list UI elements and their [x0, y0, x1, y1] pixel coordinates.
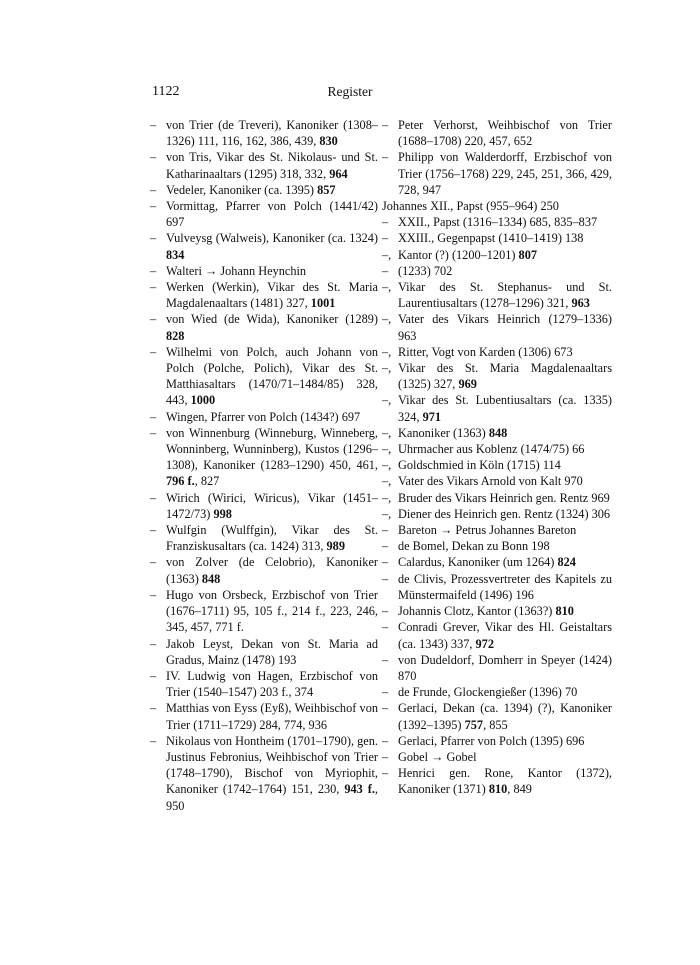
entry-text: Wirich (Wirici, Wiricus), Vikar (1451–1472/73) — [166, 490, 378, 521]
entry-text: Wingen, Pfarrer von Polch (1434?) 697 — [166, 409, 361, 424]
entry-text: Conradi Grever, Vikar des Hl. Geistaltars (ca. 1343) 337, — [398, 620, 612, 651]
entry-dash: – — [382, 749, 389, 764]
entry-text-after: , 849 — [507, 782, 532, 797]
entry-text: de Clivis, Prozessvertreter des Kapitels zu Münstermaifeld (1496) 196 — [398, 571, 612, 602]
index-entry — [150, 311, 378, 343]
entry-bold-page: 857 — [317, 182, 336, 197]
entry-text: Jakob Leyst, Dekan von St. Maria ad Gradus, Mainz (1478) 193 — [166, 636, 378, 667]
index-entry — [382, 344, 612, 360]
entry-dash: – — [150, 636, 157, 651]
index-entry — [150, 554, 378, 586]
entry-text: Vikar des St. Maria Magdalenaaltars (1325) 327, — [398, 361, 612, 392]
entry-dash: – — [382, 215, 389, 230]
index-entry — [382, 247, 612, 263]
index-entry — [382, 619, 612, 651]
entry-text: Johannes XII., Papst (955–964) 250 — [382, 199, 559, 214]
entry-dash: –, — [382, 361, 392, 376]
index-entry — [150, 636, 378, 668]
entry-text: de Bomel, Dekan zu Bonn 198 — [398, 539, 550, 554]
entry-text: von Trier (de Treveri), Kanoniker (1308–1326) 111, 116, 162, 386, 439, — [166, 118, 378, 149]
index-entry — [382, 603, 612, 619]
entry-bold-page: 830 — [319, 134, 338, 149]
index-entry — [150, 198, 378, 230]
entry-text: Philipp von Walderdorff, Erzbischof von Trier (1756–1768) 229, 245, 251, 366, 429, 728, 947 — [398, 150, 612, 197]
entry-dash: – — [382, 620, 389, 635]
entry-text: von Dudeldorf, Domherr in Speyer (1424) 870 — [398, 652, 612, 683]
entry-dash: – — [382, 685, 389, 700]
entry-text: Matthias von Eyss (Eyß), Weihbischof von Trier (1711–1729) 284, 774, 936 — [166, 701, 378, 732]
entry-bold-page: 972 — [475, 636, 494, 651]
entry-text: Gobel → Gobel — [398, 749, 477, 764]
index-column-right — [382, 117, 612, 798]
index-entry — [150, 263, 378, 279]
entry-text: Peter Verhorst, Weihbischof von Trier (1688–1708) 220, 457, 652 — [398, 118, 612, 149]
entry-text: Goldschmied in Köln (1715) 114 — [398, 458, 561, 473]
entry-dash: – — [150, 555, 157, 570]
entry-dash: –, — [382, 247, 392, 262]
entry-dash: – — [382, 523, 389, 538]
index-entry — [150, 149, 378, 181]
index-entry — [382, 263, 612, 279]
entry-bold-page: 848 — [201, 571, 221, 586]
index-entry — [150, 668, 378, 700]
index-entry — [150, 522, 378, 554]
index-entry — [382, 441, 612, 457]
entry-bold-page: 1001 — [310, 296, 336, 311]
entry-bold-page: 943 f. — [344, 782, 375, 797]
index-entry — [382, 117, 612, 149]
entry-text: XXIII., Gegenpapst (1410–1419) 138 — [398, 231, 584, 246]
index-entry — [382, 425, 612, 441]
entry-dash: –, — [382, 344, 392, 359]
index-entry — [150, 117, 378, 149]
entry-text: (1233) 702 — [398, 263, 453, 278]
entry-bold-page: 969 — [458, 377, 477, 392]
index-entry — [382, 392, 612, 424]
entry-bold-page: 757 — [464, 717, 484, 732]
entry-dash: – — [150, 231, 157, 246]
index-entry — [150, 230, 378, 262]
entry-text: Bruder des Vikars Heinrich gen. Rentz 969 — [398, 490, 610, 505]
index-entry — [382, 684, 612, 700]
entry-bold-page: 828 — [166, 328, 185, 343]
entry-text: Diener des Heinrich gen. Rentz (1324) 306 — [398, 506, 611, 521]
entry-bold-page: 824 — [557, 555, 576, 570]
index-entry — [382, 198, 612, 214]
entry-dash: –, — [382, 506, 392, 521]
entry-bold-page: 964 — [329, 166, 348, 181]
index-entry — [150, 409, 378, 425]
index-entry — [150, 490, 378, 522]
entry-text: Henrici gen. Rone, Kantor (1372), Kanoniker (1371) — [398, 766, 612, 797]
index-entry — [150, 587, 378, 636]
entry-text: Kanoniker (1363) — [398, 425, 489, 440]
entry-bold-page: 998 — [213, 506, 232, 521]
entry-bold-page: 834 — [166, 247, 185, 262]
entry-text: von Zolver (de Celobrio), Kanoniker (1363) — [166, 555, 378, 586]
running-head: Register — [327, 84, 373, 99]
entry-text: Vikar des St. Stephanus- und St. Laurentiusaltars (1278–1296) 321, — [398, 280, 612, 311]
index-entry — [382, 554, 612, 570]
entry-bold-page: 796 f. — [166, 474, 195, 489]
entry-bold-page: 810 — [555, 604, 574, 619]
entry-text: Hugo von Orsbeck, Erzbischof von Trier (1676–1711) 95, 105 f., 214 f., 223, 246, 345, 457, 771 f. — [166, 587, 378, 635]
entry-text: von Wied (de Wida), Kanoniker (1289) — [166, 312, 378, 327]
entry-text: Wulfgin (Wulffgin), Vikar des St. Franziskusaltars (ca. 1424) 313, — [166, 523, 378, 554]
entry-dash: – — [150, 733, 157, 748]
entry-dash: – — [150, 280, 157, 295]
index-entry — [382, 457, 612, 473]
entry-dash: –, — [382, 474, 392, 489]
entry-dash: – — [382, 539, 389, 554]
entry-dash: – — [382, 652, 389, 667]
entry-bold-page: 807 — [518, 247, 537, 262]
index-entry — [382, 360, 612, 392]
entry-text: Johannis Clotz, Kantor (1363?) — [398, 604, 556, 619]
entry-text: de Frunde, Glockengießer (1396) 70 — [398, 685, 578, 700]
index-entry — [382, 749, 612, 765]
entry-bold-page: 848 — [488, 425, 508, 440]
index-entry — [382, 311, 612, 343]
entry-text: Vater des Vikars Arnold von Kalt 970 — [398, 474, 583, 489]
entry-dash: – — [150, 523, 157, 538]
index-entry — [382, 522, 612, 538]
index-entry — [382, 214, 612, 230]
entry-dash: – — [382, 263, 389, 278]
entry-text: Vater des Vikars Heinrich (1279–1336) 963 — [398, 312, 612, 343]
entry-text-after: , 855 — [483, 717, 508, 732]
entry-text-after: , 827 — [194, 474, 220, 489]
entry-dash: –, — [382, 312, 392, 327]
entry-text: von Tris, Vikar des St. Nikolaus- und St. Katharinaaltars (1295) 318, 332, — [166, 150, 378, 181]
entry-text: Vormittag, Pfarrer von Polch (1441/42) 697 — [166, 199, 378, 230]
entry-dash: – — [150, 312, 157, 327]
index-entry — [150, 733, 378, 814]
entry-dash: – — [382, 604, 389, 619]
entry-text: Gerlaci, Dekan (ca. 1394) (?), Kanoniker (1392–1395) — [398, 701, 612, 732]
entry-bold-page: 971 — [422, 409, 442, 424]
entry-text: Nikolaus von Hontheim (1701–1790), gen. Justinus Febronius, Weihbischof von Trier (1748–1790), Bischof von Myriophit, Kanoniker (1742–1764) 151, 230, — [166, 733, 378, 797]
entry-text: Bareton → Petrus Johannes Bareton — [398, 523, 577, 538]
entry-text: Werken (Werkin), Vikar des St. Maria Magdalenaaltars (1481) 327, — [166, 280, 378, 311]
index-entry — [150, 344, 378, 409]
entry-text: Vulveysg (Walweis), Kanoniker (ca. 1324) — [166, 231, 378, 246]
entry-text: Vikar des St. Lubentiusaltars (ca. 1335) 324, — [398, 393, 612, 424]
index-entry — [382, 652, 612, 684]
entry-dash: – — [382, 555, 389, 570]
entry-dash: – — [150, 118, 157, 132]
entry-text: XXII., Papst (1316–1334) 685, 835–837 — [398, 215, 598, 230]
index-entry — [382, 490, 612, 506]
entry-bold-page: 1000 — [190, 393, 216, 408]
index-entry — [382, 279, 612, 311]
entry-dash: – — [382, 231, 389, 246]
entry-dash: – — [150, 668, 157, 683]
entry-dash: – — [150, 490, 157, 505]
index-entry — [382, 149, 612, 198]
entry-dash: – — [150, 409, 157, 424]
index-entry — [382, 230, 612, 246]
entry-dash: – — [382, 150, 389, 165]
index-column-left — [150, 117, 378, 814]
index-entry — [382, 571, 612, 603]
page-number: 1122 — [152, 84, 180, 99]
index-entry — [150, 279, 378, 311]
entry-dash: – — [150, 199, 157, 214]
entry-dash: –, — [382, 490, 392, 505]
index-entry — [382, 733, 612, 749]
entry-dash: – — [150, 701, 157, 716]
entry-text: Kantor (?) (1200–1201) — [398, 247, 519, 262]
entry-dash: –, — [382, 458, 392, 473]
entry-bold-page: 963 — [571, 296, 590, 311]
entry-dash: – — [150, 587, 157, 602]
entry-text: Walteri → Johann Heynchin — [166, 263, 307, 278]
entry-bold-page: 989 — [326, 539, 345, 554]
entry-dash: – — [150, 425, 157, 440]
entry-dash: – — [150, 344, 157, 359]
entry-dash: – — [382, 766, 389, 781]
entry-dash: – — [382, 571, 389, 586]
entry-text: Calardus, Kanoniker (um 1264) — [398, 555, 558, 570]
entry-dash: – — [150, 150, 157, 165]
entry-dash: –, — [382, 425, 392, 440]
entry-bold-page: 810 — [488, 782, 508, 797]
index-entry — [150, 425, 378, 490]
entry-text: Vedeler, Kanoniker (ca. 1395) — [166, 182, 318, 197]
entry-text: IV. Ludwig von Hagen, Erzbischof von Trier (1540–1547) 203 f., 374 — [166, 668, 378, 700]
entry-dash: – — [382, 733, 389, 748]
entry-dash: –, — [382, 442, 392, 457]
entry-dash: – — [150, 182, 157, 197]
index-entry — [382, 473, 612, 489]
entry-text: Uhrmacher aus Koblenz (1474/75) 66 — [398, 442, 585, 457]
entry-dash: – — [382, 701, 389, 716]
entry-text: von Winnenburg (Winneburg, Winneberg, Wonninberg, Wunninberg), Kustos (1296–1308), Kanoniker (1283–1290) 450, 461, — [166, 425, 378, 473]
entry-text-after: , 950 — [166, 782, 378, 813]
entry-dash: –, — [382, 393, 392, 408]
entry-dash: –, — [382, 280, 392, 295]
entry-text: Ritter, Vogt von Karden (1306) 673 — [398, 344, 573, 359]
index-entry — [150, 182, 378, 198]
index-entry — [382, 765, 612, 797]
index-entry — [382, 538, 612, 554]
entry-text: Gerlaci, Pfarrer von Polch (1395) 696 — [398, 733, 585, 748]
index-entry — [382, 506, 612, 522]
index-entry — [382, 700, 612, 732]
entry-text: Wilhelmi von Polch, auch Johann von Polch (Polche, Polich), Vikar des St. Matthiasaltars (1470/71–1484/85) 328, 443, — [166, 344, 378, 408]
entry-dash: – — [382, 118, 389, 132]
entry-dash: – — [150, 263, 157, 278]
index-entry — [150, 700, 378, 732]
